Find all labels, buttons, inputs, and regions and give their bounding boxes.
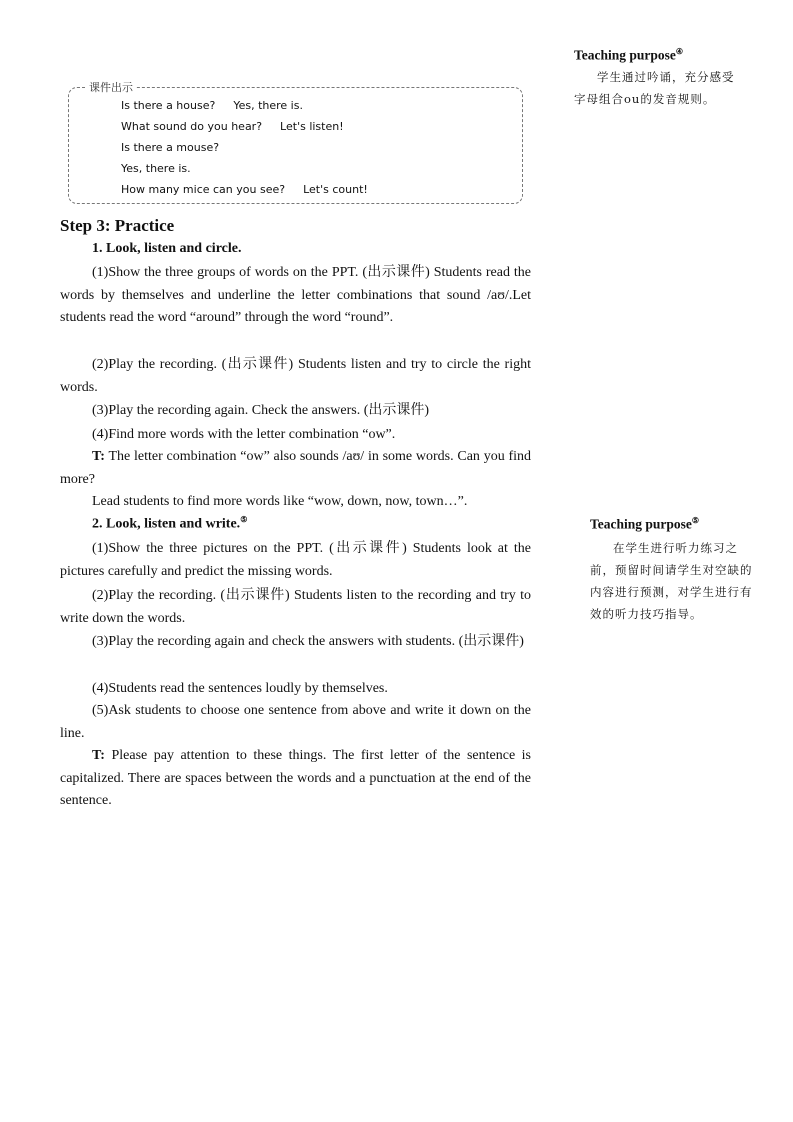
- courseware-line: Is there a house? Yes, there is.: [121, 99, 303, 112]
- section-1-paragraph: Lead students to find more words like “wow, down, now, town…”.: [92, 494, 468, 509]
- courseware-tag: 课件出示: [86, 79, 136, 95]
- courseware-line: Yes, there is.: [121, 162, 191, 175]
- section-2-paragraph: (5)Ask students to choose one sentence from above and write it down on the line.: [60, 703, 531, 741]
- section-2-paragraph: (4)Students read the sentences loudly by themselves.: [92, 681, 388, 696]
- teacher-label: T:: [92, 449, 105, 464]
- courseware-line: What sound do you hear? Let's listen!: [121, 120, 344, 133]
- section-1-teacher-line: T: The letter combination “ow” also sounds /aʊ/ in some words. Can you find more?: [60, 449, 531, 487]
- teaching-purpose-note: 在学生进行听力练习之前，预留时间请学生对空缺的内容进行预测，对学生进行有效的听力技巧指导。: [590, 541, 753, 621]
- step-heading: Step 3: Practice: [60, 216, 175, 235]
- section-1-paragraph: (4)Find more words with the letter combination “ow”.: [92, 427, 396, 442]
- courseware-line: Is there a mouse?: [121, 141, 220, 154]
- section-2-paragraph: (1)Show the three pictures on the PPT. (出示课件) Students look at the pictures carefully and predict the missing words.: [60, 541, 531, 579]
- teacher-label: T:: [92, 748, 105, 763]
- section-2-teacher-line: T: Please pay attention to these things. The first letter of the sentence is capitalized. There are spaces between the words and a punctuation at the end of the sentence.: [60, 748, 531, 808]
- section-2-title: 2. Look, listen and write.⑤: [92, 515, 248, 532]
- teaching-purpose-title: Teaching purpose④: [574, 47, 684, 63]
- section-1-paragraph: (3)Play the recording again. Check the answers. (出示课件): [92, 403, 430, 418]
- section-2-paragraph: (2)Play the recording. (出示课件) Students listen to the recording and try to write down the words.: [60, 588, 531, 626]
- section-1-paragraph: (1)Show the three groups of words on the PPT. (出示课件) Students read the words by themselves and underline the letter combinations that sound /aʊ/.Let students read the word “around” through the word “round”.: [60, 265, 531, 325]
- teaching-purpose-title: Teaching purpose⑤: [590, 516, 700, 532]
- courseware-line: How many mice can you see? Let's count!: [121, 183, 368, 196]
- section-2-paragraph: (3)Play the recording again and check the answers with students. (出示课件): [92, 634, 524, 649]
- section-1-paragraph: (2)Play the recording. (出示课件) Students listen and try to circle the right words.: [60, 357, 531, 395]
- teaching-purpose-note: 学生通过吟诵，充分感受字母组合ou的发音规则。: [574, 70, 735, 106]
- section-1-title: 1. Look, listen and circle.: [92, 241, 242, 256]
